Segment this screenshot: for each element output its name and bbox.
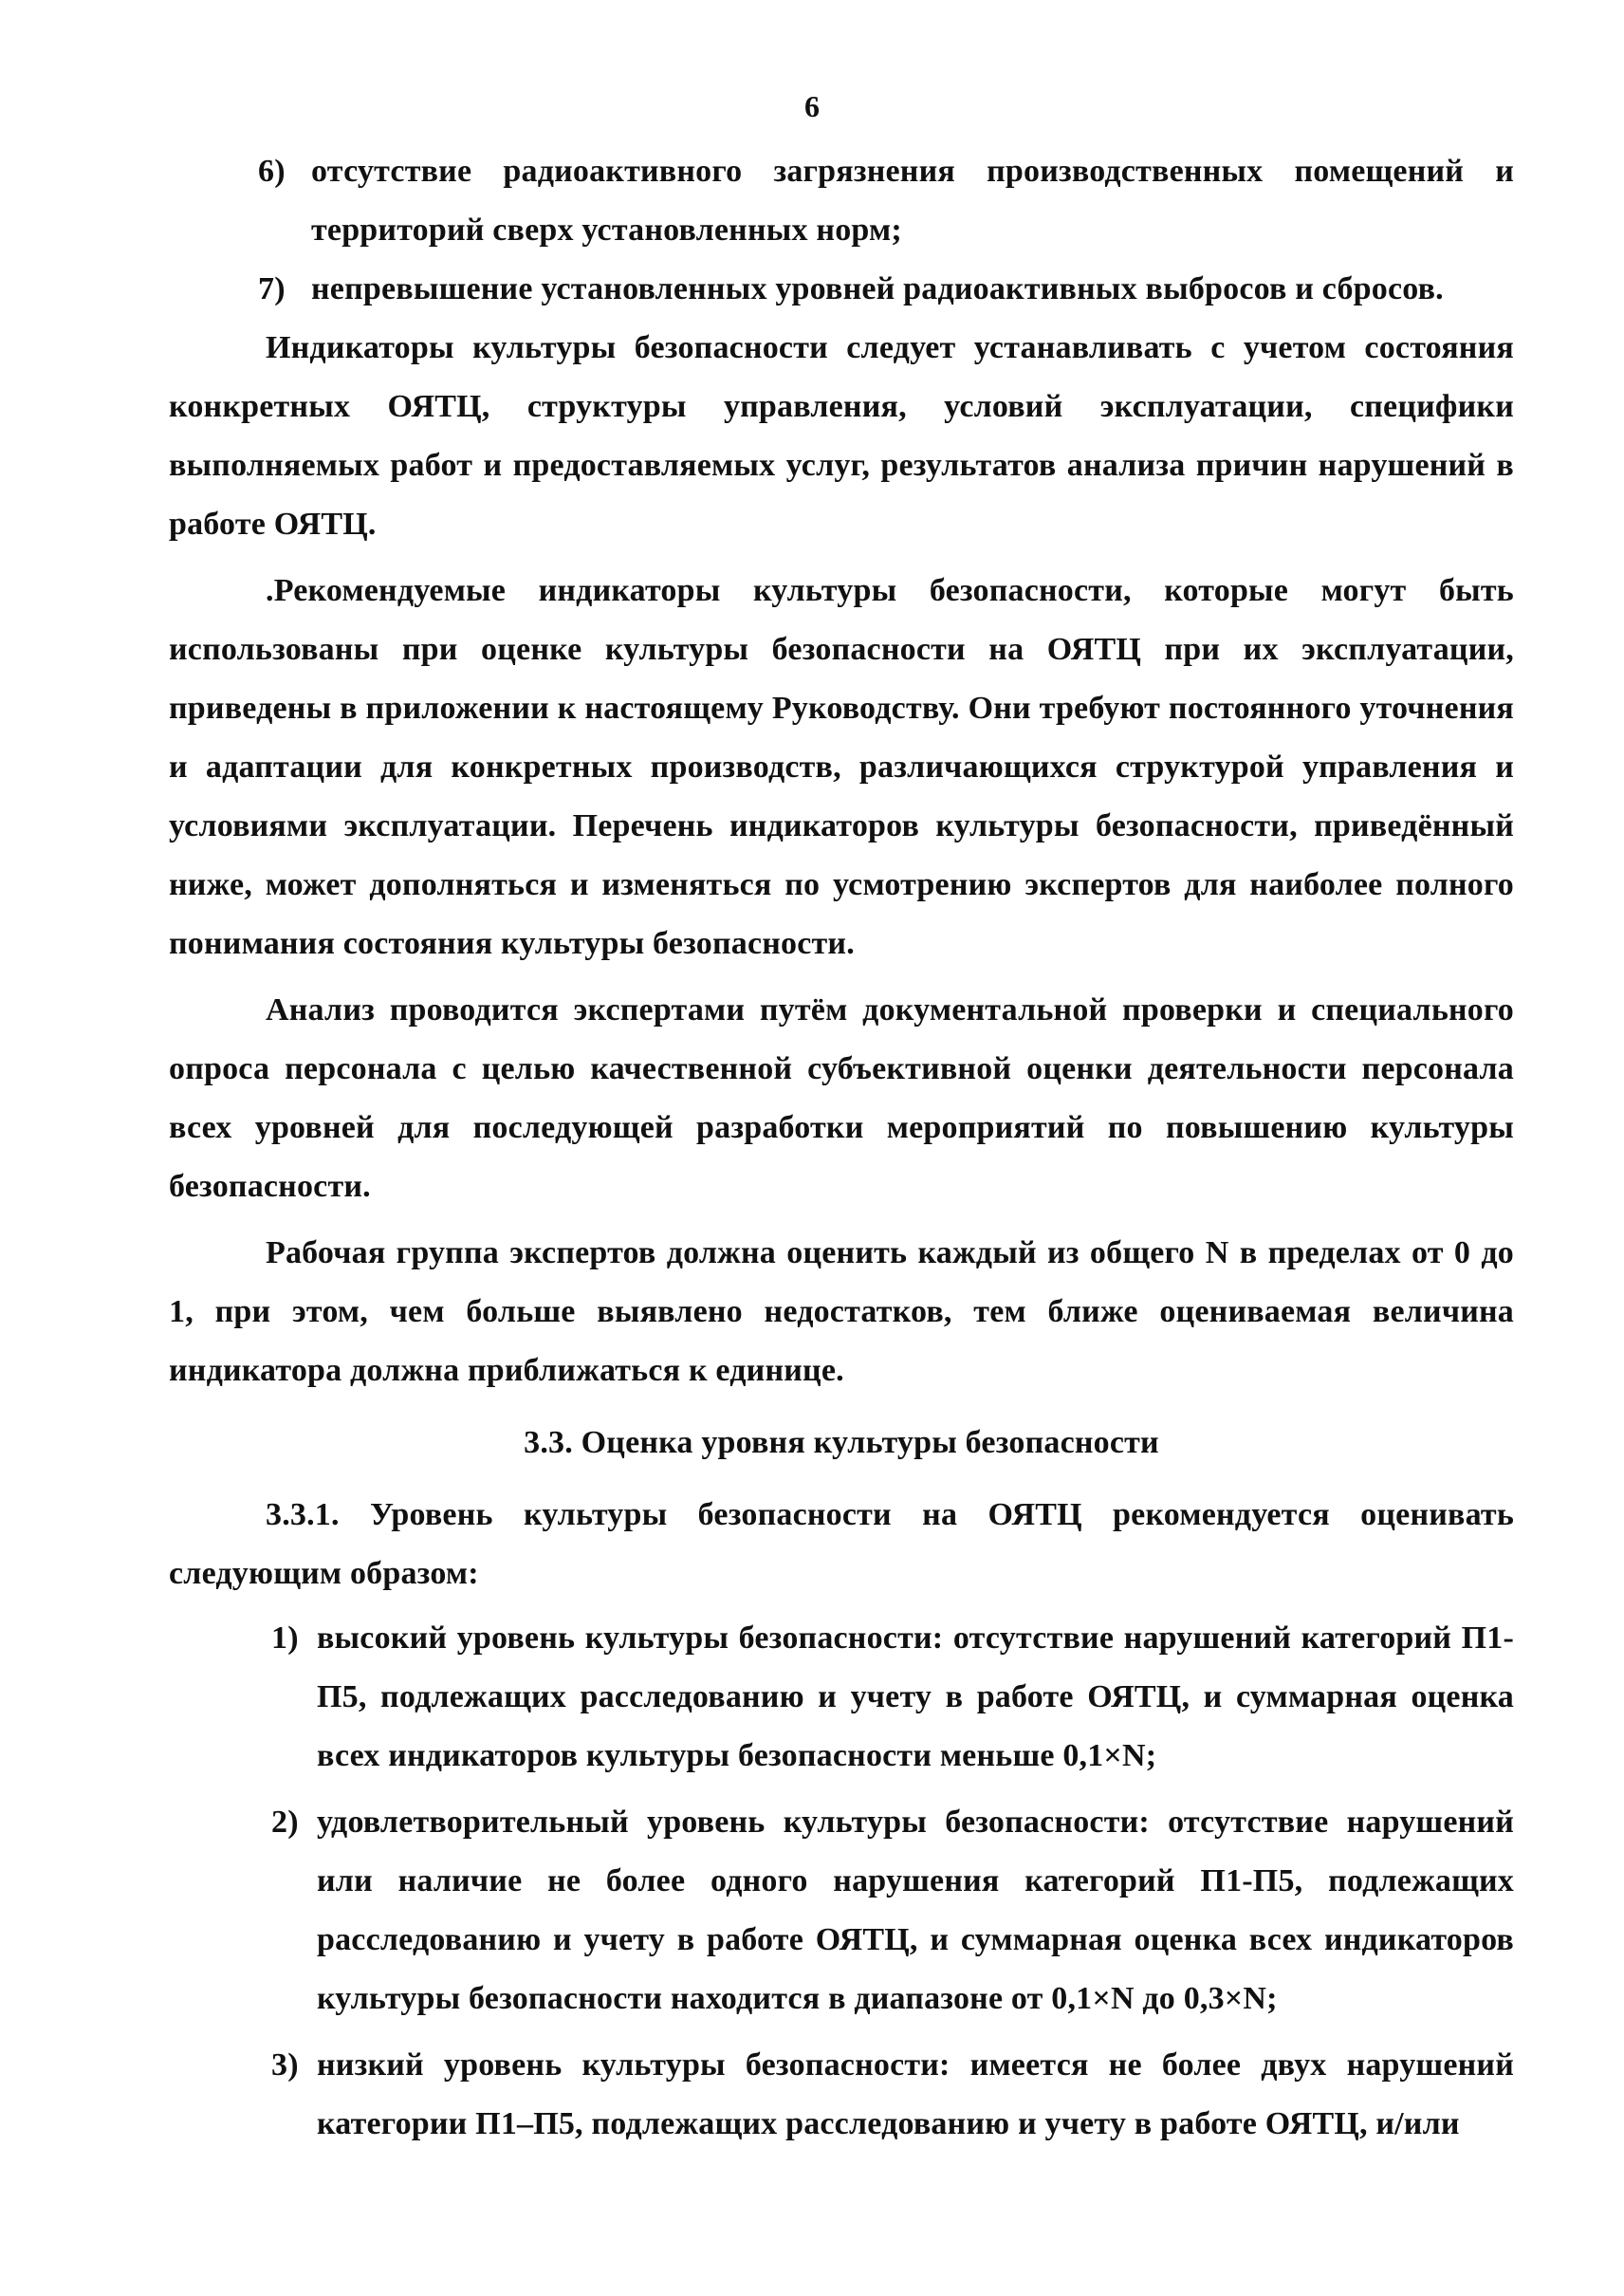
page-number: 6 <box>804 89 820 123</box>
paragraph-analysis: Анализ проводится экспертами путём документальной проверки и специального опроса персонала с целью качественной субъективной оценки деятельности персонала всех уровней для последующей разработки мероприятий по повышению культуры безопасности. <box>169 992 1514 1204</box>
list-item-number: 3) <box>271 2047 299 2083</box>
list-item-number: 6) <box>258 154 286 189</box>
list-item <box>271 1793 1514 2028</box>
requirements-list <box>169 142 1514 319</box>
list-item-text: непревышение установленных уровней радиоактивных выбросов и сбросов. <box>311 271 1444 306</box>
document-body <box>169 142 1514 2154</box>
list-item <box>271 1609 1514 1786</box>
list-item <box>271 2036 1514 2154</box>
paragraph-expert-group: Рабочая группа экспертов должна оценить каждый из общего N в пределах от 0 до 1, при этом, чем больше выявлено недостатков, тем ближе оцениваемая величина индикатора должна приближаться к единице. <box>169 1235 1514 1388</box>
section-heading: 3.3. Оценка уровня культуры безопасности <box>524 1425 1159 1460</box>
paragraph-indicators: Индикаторы культуры безопасности следует устанавливать с учетом состояния конкретных ОЯТЦ, структуры управления, условий эксплуатации, специфики выполняемых работ и предоставляемых услуг, результатов анализа причин нарушений в работе ОЯТЦ. <box>169 330 1514 542</box>
list-item-text: низкий уровень культуры безопасности: имеется не более двух нарушений категории П1–П5, подлежащих расследованию и учету в работе ОЯТЦ, и/или <box>317 2047 1514 2141</box>
section-intro: 3.3.1. Уровень культуры безопасности на ОЯТЦ рекомендуется оценивать следующим образом: <box>169 1497 1514 1591</box>
spacer <box>169 554 1514 562</box>
spacer <box>271 1786 1514 1793</box>
spacer <box>169 1216 1514 1224</box>
spacer <box>271 2028 1514 2036</box>
list-item-text: удовлетворительный уровень культуры безопасности: отсутствие нарушений или наличие не более одного нарушения категорий П1-П5, подлежащих расследованию и учету в работе ОЯТЦ, и суммарная оценка всех индикаторов культуры безопасности находится в диапазоне от 0,1×N до 0,3×N; <box>317 1805 1514 2016</box>
paragraph-recommended-indicators: .Рекомендуемые индикаторы культуры безопасности, которые могут быть использованы при оценке культуры безопасности на ОЯТЦ при их эксплуатации, приведены в приложении к настоящему Руководству. Они требуют постоянного уточнения и адаптации для конкретных производств, различающихся структурой управления и условиями эксплуатации. Перечень индикаторов культуры безопасности, приведённый ниже, может дополняться и изменяться по усмотрению экспертов для наиболее полного понимания состояния культуры безопасности. <box>169 573 1514 961</box>
list-item <box>258 142 1514 260</box>
list-item <box>258 260 1514 319</box>
list-item-number: 7) <box>258 271 286 306</box>
list-item-number: 1) <box>271 1620 299 1656</box>
list-item-text: отсутствие радиоактивного загрязнения производственных помещений и территорий сверх установленных норм; <box>311 154 1514 248</box>
list-item-text: высокий уровень культуры безопасности: отсутствие нарушений категорий П1-П5, подлежащих расследованию и учету в работе ОЯТЦ, и суммарная оценка всех индикаторов культуры безопасности меньше 0,1×N; <box>317 1620 1514 1773</box>
list-item-number: 2) <box>271 1805 299 1840</box>
spacer <box>169 973 1514 981</box>
safety-levels-list <box>169 1609 1514 2154</box>
